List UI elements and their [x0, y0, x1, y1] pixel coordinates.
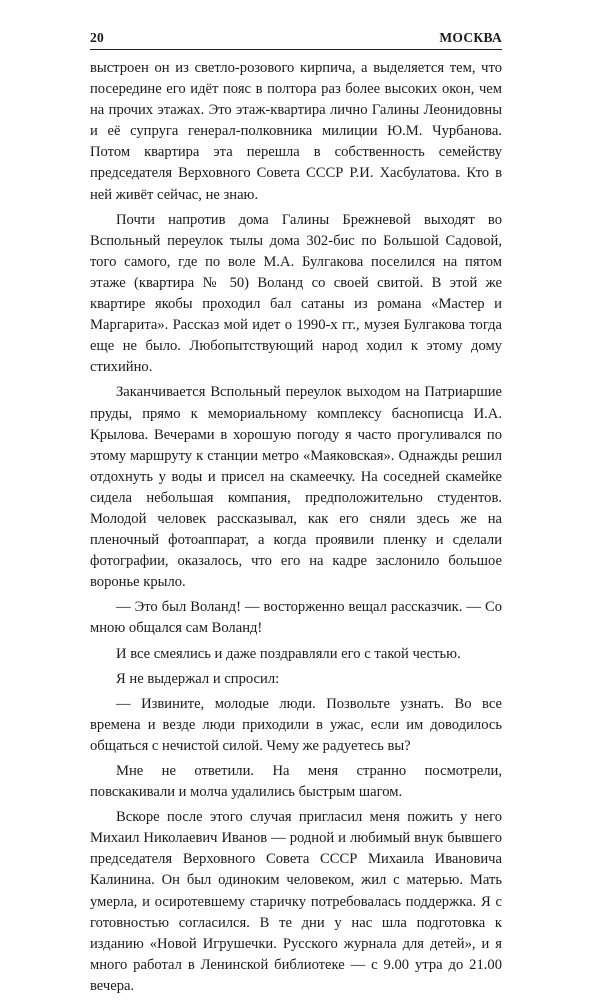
page-number: 20: [90, 30, 105, 45]
paragraph: Вскоре после этого случая пригласил меня пожить у него Михаил Николаевич Иванов — родной и любимый внук бывшего председателя Верховного Совета СССР Михаила Ивановича Калинина. Он был одиноким человеком, жил с матерью. Мать умерла, и осиротевшему старичку потребовалась поддержка. Я с готовностью согласился. В те дни у нас шла подготовка к изданию «Новой Игрушечки. Русского журнала для детей», и я много работал в Ленинской библиотеке — с 9.00 утра до 21.00 вечера.: [90, 809, 502, 994]
paragraph: Почти напротив дома Галины Брежневой выходят во Вспольный переулок тылы дома 302-бис по Большой Садовой, того самого, где по воле М.А. Булгакова поселился на пятом этаже (квартира № 50) Воланд со своей свитой. В этой же квартире якобы проходил бал сатаны из романа «Мастер и Маргарита». Рассказ мой идет о 1990-х гг., музея Булгакова тогда еще не было. Любопытствующий народ ходил к этому дому стихийно.: [90, 211, 502, 376]
paragraph: Мне не ответили. На меня странно посмотрели, повскакивали и молча удалились быстрым шагом.: [90, 763, 502, 801]
dialogue-line: — Это был Воланд! — восторженно вещал рассказчик. — Со мною общался сам Воланд!: [90, 599, 502, 637]
page-body: [90, 58, 502, 997]
paragraph: Заканчивается Вспольный переулок выходом на Патриаршие пруды, прямо к мемориальному комплексу баснописца И.А. Крылова. Вечерами в хорошую погоду я часто прогуливался по этому маршруту к станции метро «Маяковская». Однажды решил отдохнуть у воды и присел на скамеечку. На соседней скамейке сидела небольшая компания, предположительно студентов. Молодой человек рассказывал, как его сняли здесь же на пленочный фотоаппарат, а когда проявили пленку и сделали фотографии, оказалось, что его на кадре заслонило большое воронье крыло.: [90, 384, 502, 591]
book-page: [90, 30, 502, 1001]
paragraph: Я не выдержал и спросил:: [116, 670, 280, 687]
running-header: [90, 30, 502, 50]
paragraph: И все смеялись и даже поздравляли его с такой честью.: [116, 645, 461, 662]
section-title: МОСКВА: [439, 30, 502, 45]
paragraph: выстроен он из светло-розового кирпича, а выделяется тем, что посередине его идёт пояс в полтора раз более высоких окон, чем на прочих этажах. Это этаж-квартира лично Галины Леонидовны и её супруга генерал-полковника милиции Ю.М. Чурбанова. Потом квартира эта перешла в собственность семейству председателя Верховного Совета СССР Р.И. Хасбулатова. Кто в ней живёт сейчас, не знаю.: [90, 60, 502, 203]
dialogue-line: — Извините, молодые люди. Позвольте узнать. Во все времена и везде люди приходили в ужас, если им доводилось общаться с нечистой силой. Чему же радуетесь вы?: [90, 695, 502, 754]
